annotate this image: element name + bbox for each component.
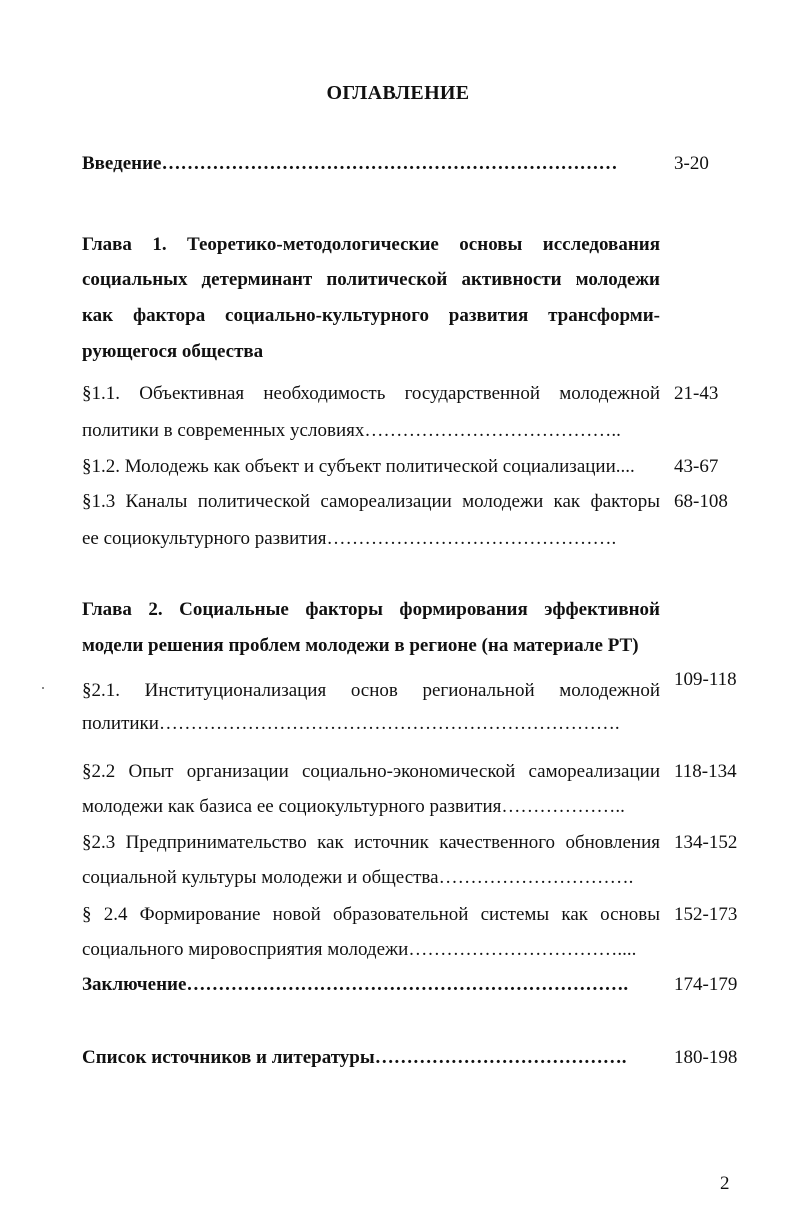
toc-section-1-1-line: политики в современных условиях………………………………….. (82, 420, 621, 441)
toc-pages-conclusion: 174-179 (674, 974, 738, 995)
toc-pages-1-3: 68-108 (674, 491, 728, 512)
toc-pages-intro: 3-20 (674, 153, 709, 174)
toc-entry-conclusion: Заключение……………………………………………………………. (82, 974, 629, 995)
chapter1-heading-line: рующегося общества (82, 341, 264, 362)
toc-title: ОГЛАВЛЕНИЕ (326, 82, 470, 104)
toc-pages-1-1: 21-43 (674, 383, 719, 404)
toc-pages-2-2: 118-134 (674, 761, 737, 782)
chapter1-heading-line: как фактора социально-культурного развития трансформи- (82, 305, 660, 326)
toc-section-1-2-line: §1.2. Молодежь как объект и субъект политической социализации.... (82, 456, 635, 477)
toc-section-1-1-line: §1.1. Объективная необходимость государственной молодежной (82, 383, 660, 404)
toc-section-2-3-line: социальной культуры молодежи и общества…………………………. (82, 867, 634, 888)
scan-speck (42, 687, 44, 689)
toc-section-2-4-line: социального мировосприятия молодежи…………………………….... (82, 939, 637, 960)
toc-pages-2-1: 109-118 (674, 669, 737, 690)
chapter2-heading-line: Глава 2. Социальные факторы формирования эффективной (82, 599, 660, 620)
toc-section-2-4-line: § 2.4 Формирование новой образовательной системы как основы (82, 904, 660, 925)
toc-section-2-2-line: §2.2 Опыт организации социально-экономической самореализации (82, 761, 660, 782)
chapter2-heading-line: модели решения проблем молодежи в регионе (на материале РТ) (82, 635, 639, 656)
toc-entry-intro: Введение……………………………………………………………… (82, 153, 618, 174)
toc-pages-2-3: 134-152 (674, 832, 738, 853)
toc-section-2-1-line: политики………………………………………………………………. (82, 713, 620, 734)
toc-pages-bibliography: 180-198 (674, 1047, 738, 1068)
toc-entry-bibliography: Список источников и литературы…………………………………. (82, 1047, 627, 1068)
toc-section-2-2-line: молодежи как базиса ее социокультурного развития……………….. (82, 796, 625, 817)
toc-section-2-3-line: §2.3 Предпринимательство как источник качественного обновления (82, 832, 660, 853)
toc-section-1-3-line: §1.3 Каналы политической самореализации молодежи как факторы (82, 491, 660, 512)
toc-section-2-1-line: §2.1. Институционализация основ региональной молодежной (82, 680, 660, 701)
toc-pages-2-4: 152-173 (674, 904, 738, 925)
toc-section-1-3-line: ее социокультурного развития………………………………………. (82, 528, 617, 549)
chapter1-heading-line: социальных детерминант политической активности молодежи (82, 269, 660, 290)
chapter1-heading-line: Глава 1. Теоретико-методологические основы исследования (82, 234, 660, 255)
toc-pages-1-2: 43-67 (674, 456, 719, 477)
page-number: 2 (720, 1173, 730, 1194)
